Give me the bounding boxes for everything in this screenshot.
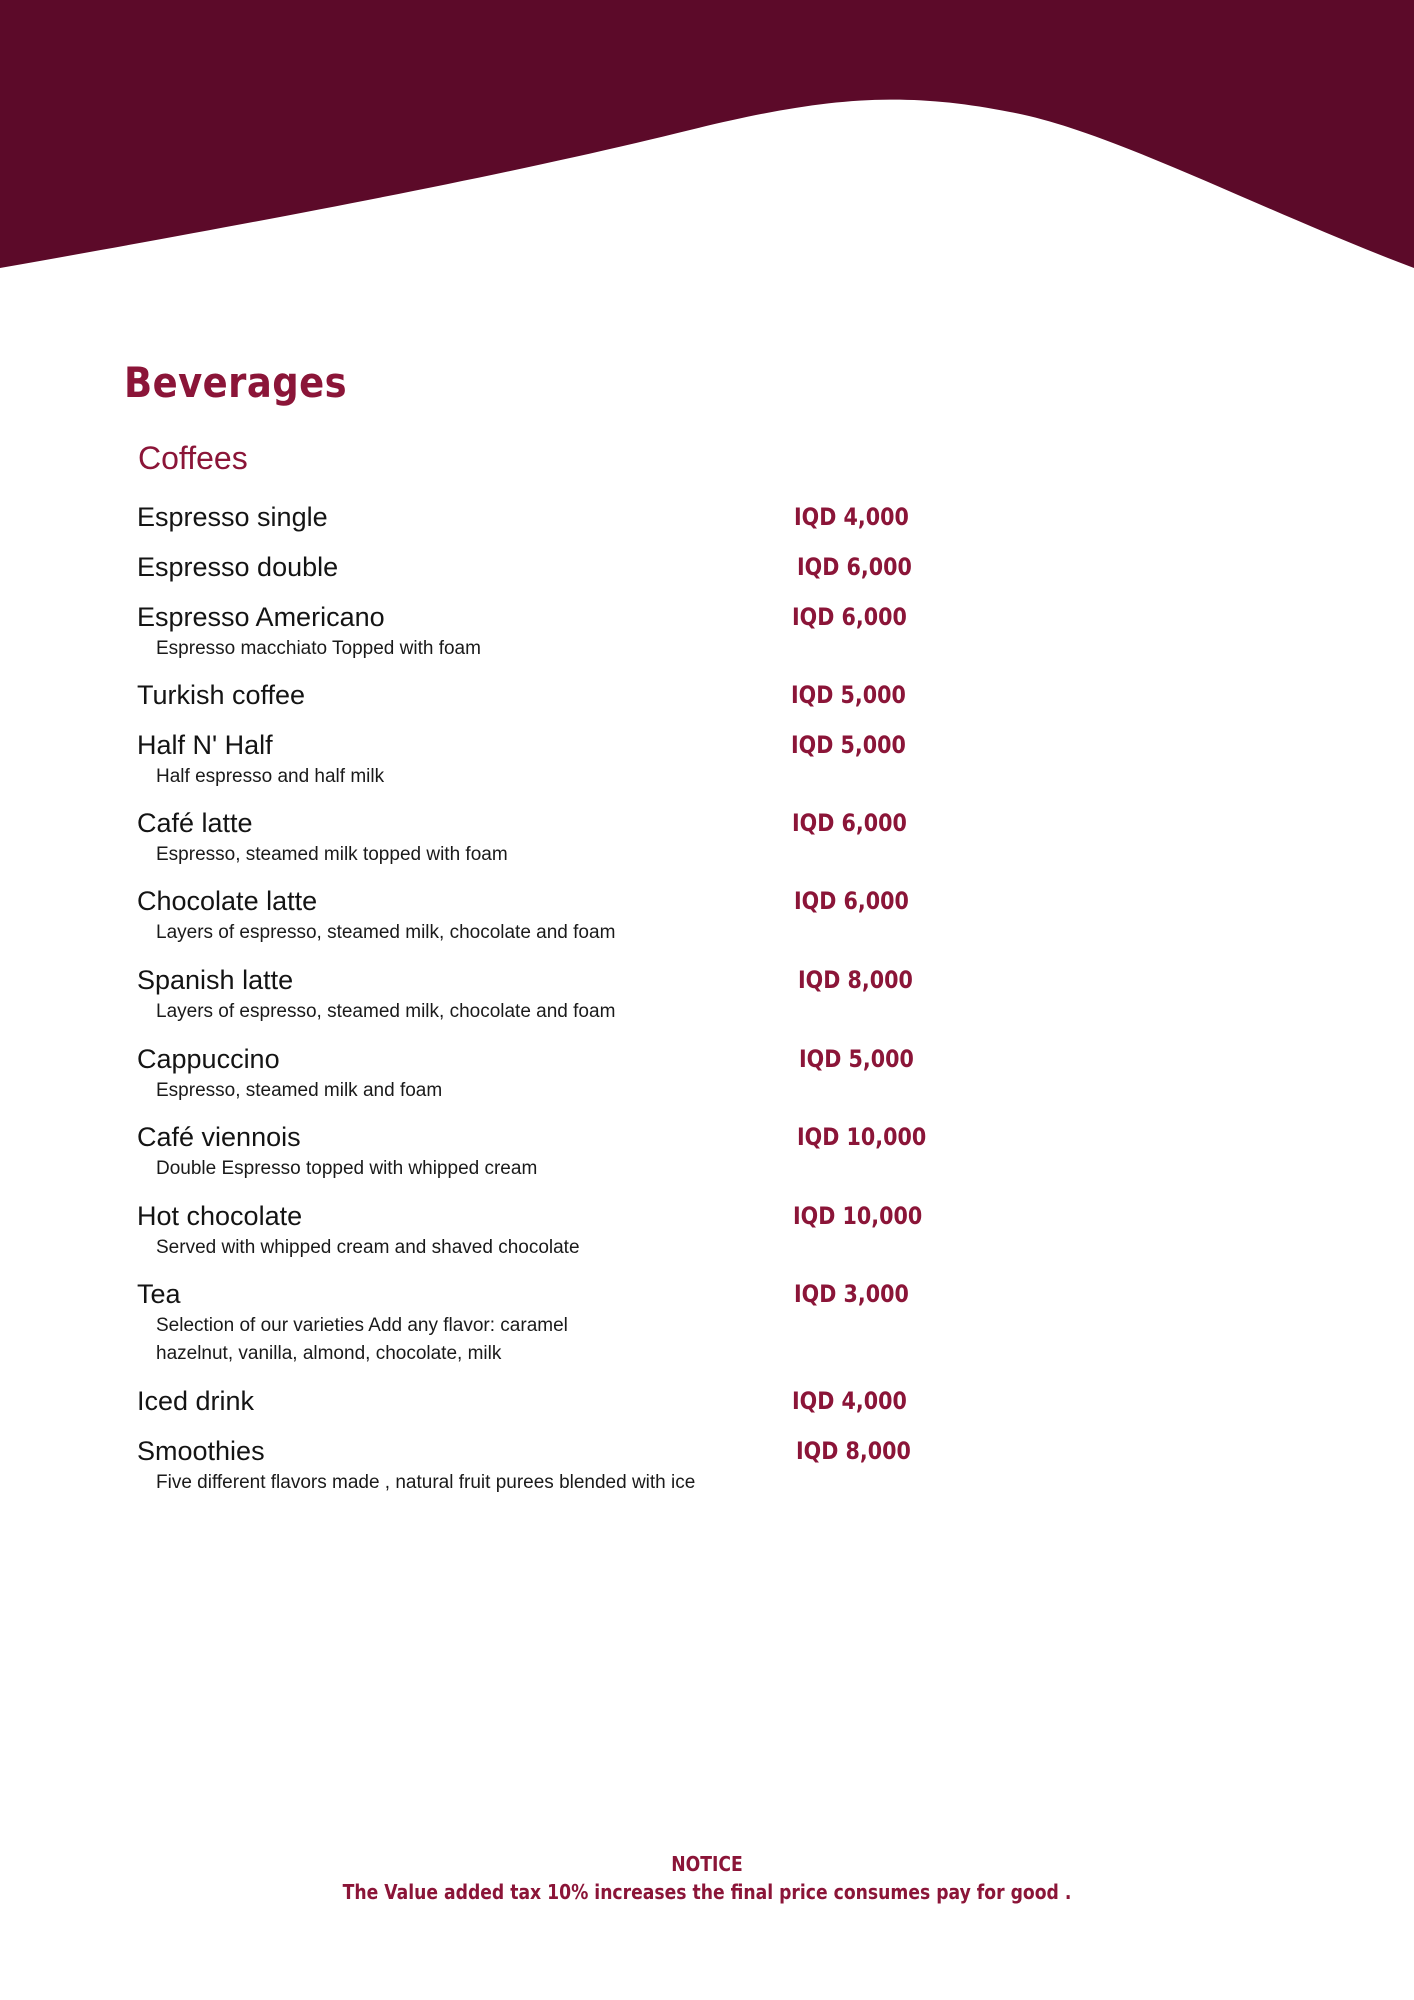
menu-item-name: Turkish coffee [137, 680, 306, 710]
menu-item-description: Layers of espresso, steamed milk, chocolate and foam [156, 922, 616, 943]
menu-item-description: Layers of espresso, steamed milk, chocolate and foam [156, 1001, 616, 1022]
menu-item-name: Espresso single [137, 502, 328, 532]
menu-item-price: IQD 10,000 [797, 1123, 927, 1151]
category-title: Coffees [138, 440, 248, 476]
notice-title: NOTICE [671, 1852, 743, 1876]
header-wave-shape [0, 0, 1414, 268]
section-title: Beverages [124, 358, 348, 407]
menu-item-price: IQD 8,000 [796, 1437, 911, 1465]
menu-item-price: IQD 5,000 [799, 1045, 914, 1073]
menu-item-description: Selection of our varieties Add any flavor: caramel hazelnut, vanilla, almond, chocolate, milk [156, 1315, 568, 1364]
menu-item-name: Café latte [137, 808, 253, 838]
menu-item-price: IQD 4,000 [794, 503, 909, 531]
menu-item-price: IQD 5,000 [791, 731, 906, 759]
header-wave-banner [0, 0, 1414, 280]
menu-item-description: Five different flavors made , natural fruit purees blended with ice [156, 1472, 696, 1493]
menu-item-name: Smoothies [137, 1436, 265, 1466]
menu-item-price: IQD 6,000 [792, 809, 907, 837]
menu-item-name: Half N' Half [137, 730, 273, 760]
menu-item-price: IQD 6,000 [794, 887, 909, 915]
menu-item-name: Espresso Americano [137, 602, 385, 632]
menu-item-name: Tea [137, 1279, 181, 1309]
menu-item-description: Espresso macchiato Topped with foam [156, 638, 481, 659]
menu-item-name: Spanish latte [137, 965, 294, 995]
menu-item-price: IQD 5,000 [791, 681, 906, 709]
menu-item-description: Served with whipped cream and shaved chocolate [156, 1237, 580, 1258]
menu-item-price: IQD 3,000 [794, 1280, 909, 1308]
menu-item-price: IQD 4,000 [792, 1387, 907, 1415]
menu-item-name: Chocolate latte [137, 886, 318, 916]
menu-item-name: Café viennois [137, 1122, 301, 1152]
menu-item-price: IQD 6,000 [797, 553, 912, 581]
menu-item-price: IQD 10,000 [793, 1202, 923, 1230]
menu-item-price: IQD 8,000 [798, 966, 913, 994]
menu-item-name: Cappuccino [137, 1044, 280, 1074]
menu-item-price: IQD 6,000 [792, 603, 907, 631]
menu-item-description: Half espresso and half milk [156, 766, 385, 787]
menu-item-name: Hot chocolate [137, 1201, 303, 1231]
menu-item-name: Espresso double [137, 552, 339, 582]
menu-item-description: Double Espresso topped with whipped cream [156, 1158, 538, 1179]
menu-item-name: Iced drink [137, 1386, 255, 1416]
menu-item-description: Espresso, steamed milk topped with foam [156, 844, 508, 865]
notice-text: The Value added tax 10% increases the final price consumes pay for good . [342, 1880, 1072, 1904]
menu-item-description: Espresso, steamed milk and foam [156, 1080, 443, 1101]
